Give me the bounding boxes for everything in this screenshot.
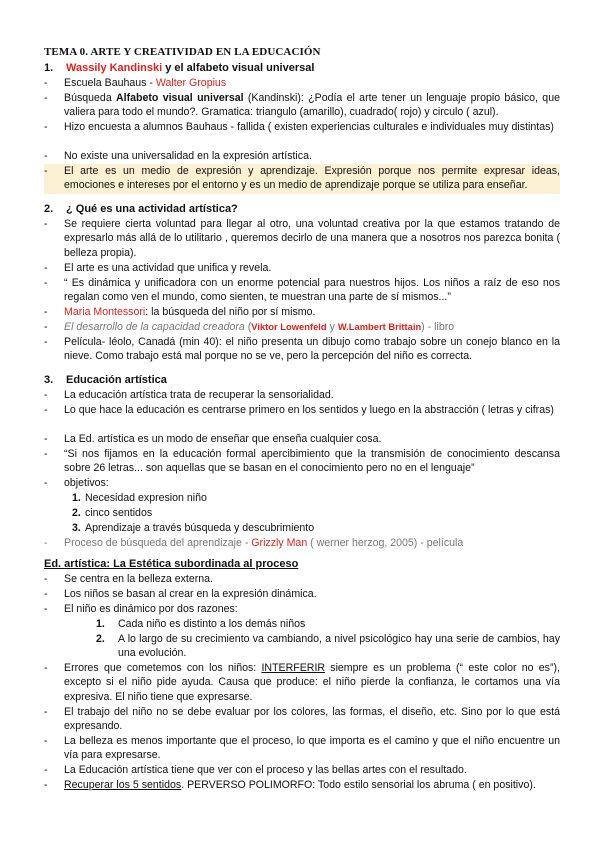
list-item: - La Ed. artística es un modo de enseñar que enseña cualquier cosa. [44,433,382,445]
list-item: - Se centra en la belleza externa. [44,573,213,585]
author-name: Maria Montessori [64,306,146,318]
book-title: El desarrollo de la capacidad creadora [64,321,245,333]
objective-item: 2. cinco sentidos [72,507,153,519]
objective-item: 1. Necesidad expresion niño [72,492,207,504]
list-item: - El desarrollo de la capacidad creadora (Viktor Lowenfeld y W.Lambert Brittain) - libro [44,321,455,333]
list-item: - Lo que hace la educación es centrarse primero en los sentidos y luego en la abstracción ( letras y cifras) [44,404,554,416]
section-1-heading [44,61,314,75]
reason-item: 1. Cada niño es distinto a los demás niños [96,618,306,630]
list-item: - No existe una universalidad en la expresión artística. [44,150,312,162]
list-item: - objetivos: [44,477,109,489]
list-item: - Proceso de búsqueda del aprendizaje - Grizzly Man ( werner herzog, 2005) - película [44,537,464,549]
list-item: - El arte es una actividad que unifica y revela. [44,262,272,274]
section-3-heading: 3. Educación artística [44,374,167,386]
list-item: - Búsqueda Alfabeto visual universal (Kandinski): ¿Podía el arte tener un lenguaje propio básico, que valiera para todo el mundo?. Gramatica: triangulo (amarillo), cuadrado( rojo) y circulo ( azul). [44,92,560,119]
list-item: - El trabajo del niño no se debe evaluar por los colores, las formas, el diseño, etc. Sino por lo que está expresando. [44,706,560,733]
list-item: - El niño es dinámico por dos razones: [44,603,238,615]
list-item: - La educación artística trata de recuperar la sensorialidad. [44,389,334,401]
list-item: - Errores que cometemos con los niños: INTERFERIR siempre es un problema (“ este color no es”), excepto si el niño pide ayuda. Causa que produce: el niño pierde la confianza, le cortamos una vía expresiva. El niño tiene que expresarse. [44,662,560,703]
list-item: - La Educación artística tiene que ver con el proceso y las bellas artes con el resultado. [44,764,467,776]
highlighted-list-item: - El arte es un medio de expresión y aprendizaje. Expresión porque nos permite expresar ideas, emociones e intereses por el entorno y es un medio de aprendizaje porque se utiliza para enseñar. [44,164,560,194]
section-2-heading: 2. ¿ Qué es una actividad artística? [44,203,238,215]
author-name: Walter Gropius [155,77,227,89]
film-title: Grizzly Man [251,537,308,549]
heading-text: y el alfabeto visual universal [162,62,315,74]
list-item: - Maria Montessori: la búsqueda del niño por sí mismo. [44,306,316,318]
heading-author: Wassily Kandinski [66,62,163,74]
document-title: TEMA 0. ARTE Y CREATIVIDAD EN LA EDUCACIÓN [44,46,321,58]
list-item: - “Si nos fijamos en la educación formal apercibimiento que la transmisión de conocimiento descansa sobre 26 letras... son aquellas que se basan en el conocimiento pero no en el lenguaje” [44,448,560,475]
list-item: - Los niños se basan al crear en la expresión dinámica. [44,588,317,600]
list-item: - Recuperar los 5 sentidos. PERVERSO POLIMORFO: Todo estilo sensorial los abruma ( en positivo). [44,779,536,791]
objective-item: 3. Aprendizaje a través búsqueda y descubrimiento [72,522,315,534]
list-item: - Se requiere cierta voluntad para llegar al otro, una voluntad creativa por la que estamos tratando de expresarlo más allá de lo utilitario , queremos decirlo de una manera que a nosotros nos parezca bonita ( belleza propia). [44,218,560,259]
reason-item: 2. A lo largo de su crecimiento va cambiando, a nivel psicológico hay una serie de cambios, hay una evolución. [96,633,560,660]
list-item: - Escuela Bauhaus - Walter Gropius [44,77,227,89]
list-item: - La belleza es menos importante que el proceso, lo que importa es el camino y que el niño encuentre un vía para expresarse. [44,735,560,762]
section-number: 1. [44,62,54,74]
section-4-heading: Ed. artística: La Estética subordinada al proceso [44,558,299,570]
list-item: - Hizo encuesta a alumnos Bauhaus - fallida ( existen experiencias culturales e individuales muy distintas) [44,121,554,133]
list-item: - “ Es dinámica y unificadora con un enorme potencial para nuestros hijos. Los niños a raíz de eso nos regalan como ven el mundo, como sienten, te muestran una parte de sí mismos...” [44,277,560,304]
list-item: - Película- léolo, Canadá (min 40): el niño presenta un dibujo como trabajo sobre un conejo blanco en la nieve. Como trabajo está mal porque no se ve, pero la percepción del niño es correcta. [44,336,560,363]
